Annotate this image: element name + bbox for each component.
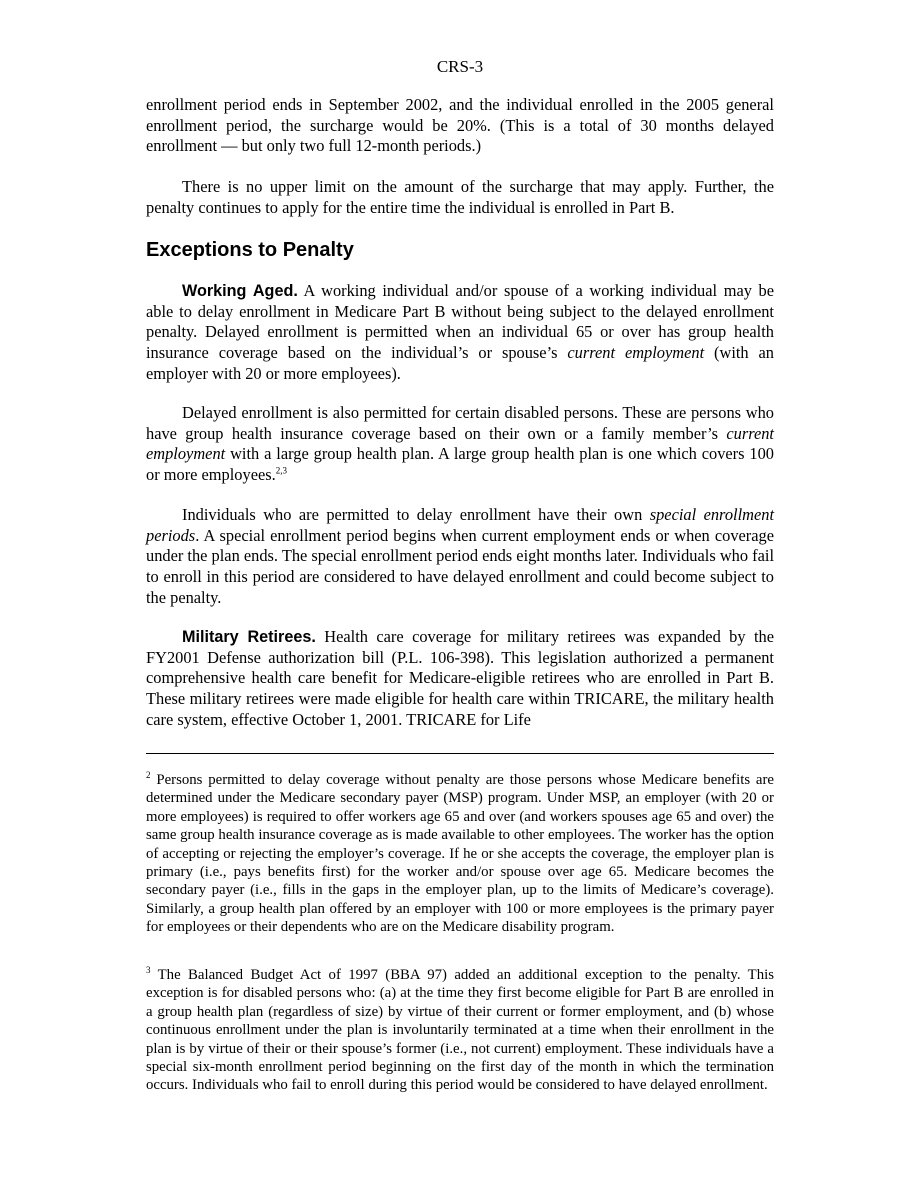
- disabled-emphasis: current employment: [146, 423, 774, 464]
- footnote-3: [146, 966, 774, 1095]
- footnote-3-marker: 3: [146, 965, 151, 976]
- continued-paragraph: enrollment period ends in September 2002, and the individual enrolled in the 2005 general enrollment period, the surcharge would be 20%. (This is a total of 30 months delayed enrollment — but only two full 12-month periods.): [146, 95, 774, 156]
- footnote-reference: 2,3: [275, 465, 287, 476]
- footnote-separator: [146, 753, 774, 754]
- section-heading: Exceptions to Penalty: [146, 239, 354, 261]
- footnote-2: [146, 771, 774, 937]
- disabled-text-b: with a large group health plan. A large group health plan is one which covers 100 or more employees.: [146, 444, 774, 485]
- footnote-3-text: The Balanced Budget Act of 1997 (BBA 97) added an additional exception to the penalty. This exception is for disabled persons who: (a) at the time they first become eligible for Part B are enrolled in a group health plan (regardless of size) by virtue of their current or former employment, and (b) whose continuous enrollment under the plan is involuntarily terminated at a time when their enrollment in the plan is by virtue of their or their spouse’s former (i.e., not current) employment. These individuals have a special six-month enrollment period beginning on the first day of the month in which the termination occurs. Individuals who fail to enroll during this period would be considered to have delayed enrollment.: [146, 967, 774, 1094]
- working-aged-text-b: (with an employer with 20 or more employees).: [146, 343, 774, 383]
- working-aged-text-a: A working individual and/or spouse of a working individual may be able to delay enrollment in Medicare Part B without being subject to the delayed enrollment penalty. Delayed enrollment is permitted when an individual 65 or over has group health insurance coverage based on the individual’s or spouse’s: [146, 281, 775, 363]
- special-text-a: Individuals who are permitted to delay enrollment have their own: [182, 505, 650, 524]
- special-enrollment-paragraph: [146, 505, 774, 609]
- disabled-text-a: Delayed enrollment is also permitted for certain disabled persons. These are persons who have group health insurance coverage based on their own or a family member’s: [146, 403, 774, 443]
- military-retirees-heading: Military Retirees.: [182, 628, 316, 646]
- military-retirees-paragraph: [146, 627, 774, 731]
- surcharge-limit-paragraph: There is no upper limit on the amount of the surcharge that may apply. Further, the penalty continues to apply for the entire time the individual is enrolled in Part B.: [146, 177, 774, 217]
- working-aged-heading: Working Aged.: [182, 282, 298, 300]
- disabled-persons-paragraph: [146, 403, 774, 486]
- working-aged-emphasis: current employment: [567, 343, 705, 363]
- military-retirees-text: Health care coverage for military retirees was expanded by the FY2001 Defense authorization bill (P.L. 106-398). This legislation authorized a permanent comprehensive health care benefit for Medicare-eligible retirees who are enrolled in Part B. These military retirees were made eligible for health care within TRICARE, the military health care system, effective October 1, 2001. TRICARE for Life: [146, 627, 774, 729]
- special-emphasis: special enrollment periods: [146, 505, 774, 545]
- special-text-b: . A special enrollment period begins when current employment ends or when coverage under the plan ends. The special enrollment period ends eight months later. Individuals who fail to enroll in this period are considered to have delayed enrollment and could become subject to the penalty.: [146, 525, 774, 607]
- footnote-2-marker: 2: [146, 770, 151, 781]
- footnote-2-text: Persons permitted to delay coverage without penalty are those persons whose Medicare benefits are determined under the Medicare secondary payer (MSP) program. Under MSP, an employer (with 20 or more employees) is required to offer workers age 65 and over (and workers spouses age 65 and over) the same group health insurance coverage as is made available to other employees. The worker has the option of accepting or rejecting the employer’s coverage. If he or she accepts the coverage, the employer plan is primary (i.e., pays benefits first) for the worker and/or spouse over age 65. Medicare becomes the secondary payer (i.e., fills in the gaps in the employer plan, up to the limits of Medicare’s coverage). Similarly, a group health plan offered by an employer with 100 or more employees is the primary payer for employees or their dependents who are on the Medicare disability program.: [146, 772, 774, 936]
- working-aged-paragraph: [146, 281, 774, 385]
- page-number: CRS-3: [436, 57, 484, 76]
